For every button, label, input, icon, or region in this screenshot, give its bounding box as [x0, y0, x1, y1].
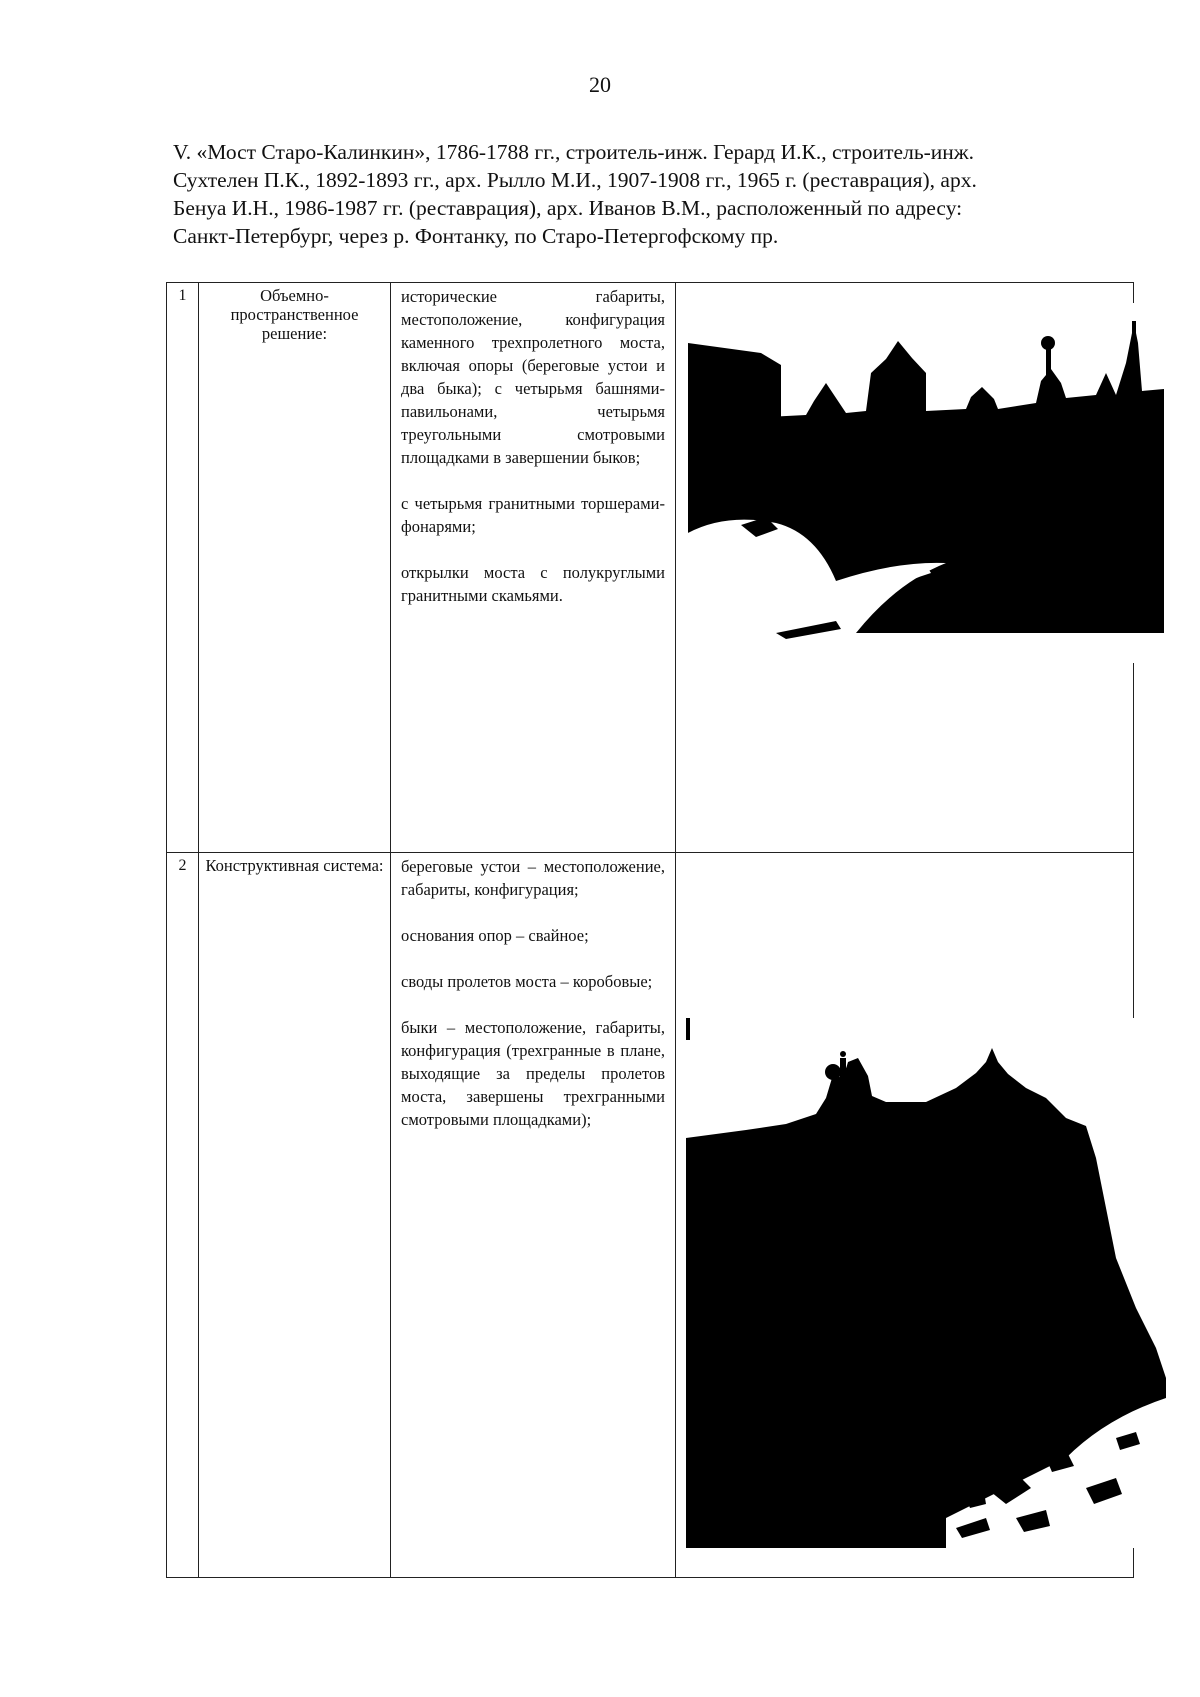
subject-cell: Объемно-пространственное решение: [199, 283, 391, 853]
photo-cell [676, 853, 1134, 1578]
table-row [167, 853, 1134, 1578]
description-paragraph: открылки моста с полукруглыми гранитными скамьями. [401, 563, 665, 605]
page-number: 20 [589, 72, 611, 97]
description-paragraph: береговые устои – местоположение, габариты, конфигурация; [401, 857, 665, 899]
description-paragraph: основания опор – свайное; [401, 926, 589, 945]
description-cell [391, 283, 676, 853]
table-row [167, 283, 1134, 853]
description-paragraph: с четырьмя гранитными торшерами-фонарями; [401, 494, 665, 536]
description-paragraph: своды пролетов моста – коробовые; [401, 972, 653, 991]
bridge-photo [686, 303, 1166, 663]
description-paragraph: исторические габариты, местоположение, конфигурация каменного трехпролетного моста, включая опоры (береговые устои и два быка); с четырьмя башнями-павильонами, четырьмя треугольными смотровыми площадками в завершении быков; [401, 287, 665, 467]
heading-line: Бенуа И.Н., 1986-1987 гг. (реставрация), арх. Иванов В.М., расположенный по адресу: [173, 196, 963, 220]
description-cell [391, 853, 676, 1578]
row-number: 2 [167, 853, 199, 1578]
subject-protection-table [166, 282, 1134, 1578]
photo-cell [676, 283, 1134, 853]
heading-line: Сухтелен П.К., 1892-1893 гг., арх. Рылло М.И., 1907-1908 гг., 1965 г. (реставрация), арх. [173, 168, 977, 192]
description-paragraph: быки – местоположение, габариты, конфигурация (трехгранные в плане, выходящие за пределы пролетов моста, завершены трехгранными смотровыми площадками); [401, 1018, 665, 1129]
subject-cell: Конструктивная система: [199, 853, 391, 1578]
row-number: 1 [167, 283, 199, 853]
heading-line: V. «Мост Старо-Калинкин», 1786-1788 гг., строитель-инж. Герард И.К., строитель-инж. [173, 140, 975, 164]
bridge-pier-photo [686, 1018, 1166, 1548]
object-heading [173, 138, 1073, 250]
heading-line: Санкт-Петербург, через р. Фонтанку, по Старо-Петергофскому пр. [173, 224, 779, 248]
